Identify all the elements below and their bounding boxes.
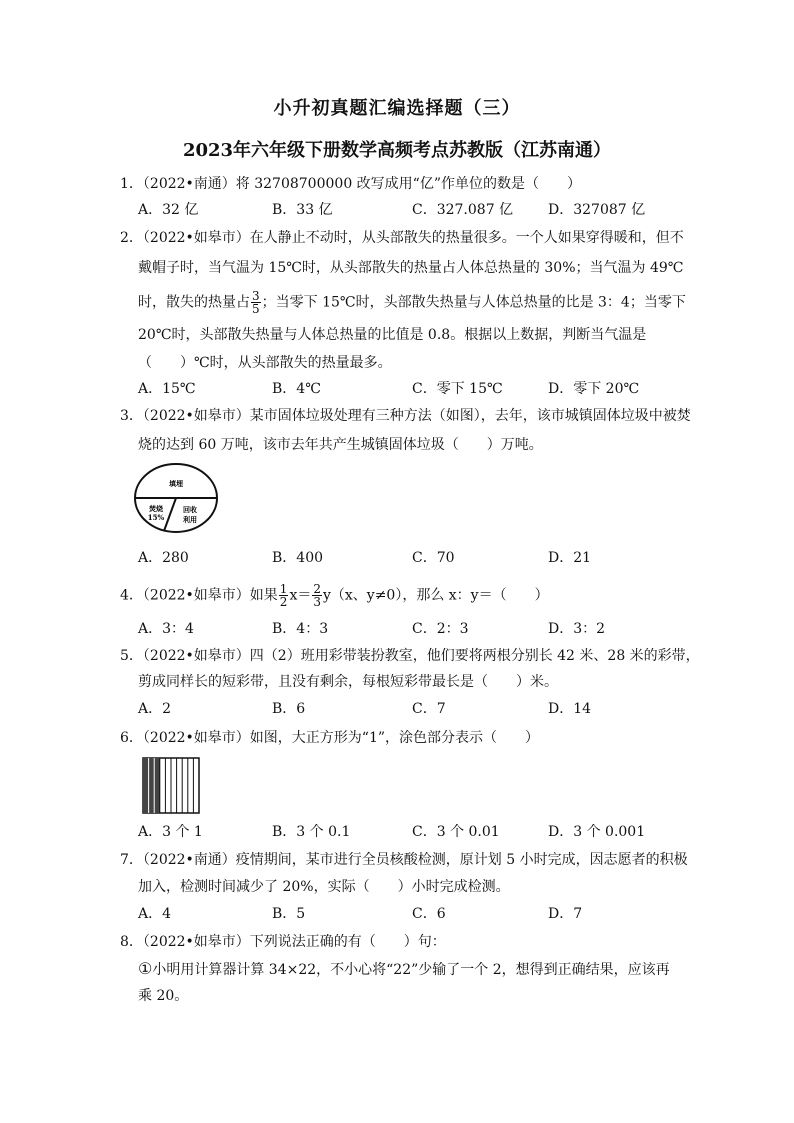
q6-option-b: B．3 个 0.1 xyxy=(272,824,351,840)
circled-number-1: ① xyxy=(138,959,153,978)
question-6: 6．（2022•如皋市）如图，大正方形为“1”，涂色部分表示（ ） xyxy=(120,730,540,746)
question-4-suffix: y（x、y≠0），那么 x：y＝（ ） xyxy=(322,587,549,604)
question-8-item-1-line-2: 乘 20。 xyxy=(138,988,189,1004)
q5-option-d: D．14 xyxy=(548,701,592,717)
q4-option-c: C．2：3 xyxy=(412,621,469,637)
question-2-line-2: 戴帽子时，当气温为 15℃时，从头部散失的热量占人体总热量的 30%；当气温为 49℃ xyxy=(138,260,684,276)
question-5-line-2: 剪成同样长的短彩带，且没有剩余，每根短彩带最长是（ ）米。 xyxy=(138,674,558,690)
question-5-line-1: 5．（2022•如皋市）四（2）班用彩带装扮教室，他们要将两根分别长 42 米、28 米的彩带， xyxy=(120,648,700,664)
q5-option-b: B．6 xyxy=(272,701,306,717)
fraction-numerator: 3 xyxy=(252,289,260,303)
question-4 xyxy=(120,583,549,608)
question-7-line-2: 加入，检测时间减少了 20%，实际（ ）小时完成检测。 xyxy=(138,879,510,895)
shaded-region xyxy=(143,758,160,813)
q7-option-b: B．5 xyxy=(272,906,306,922)
fraction-one-half xyxy=(279,583,289,608)
question-7-line-1: 7．（2022•南通）疫情期间，某市进行全员核酸检测，原计划 5 小时完成，因志愿者的积极 xyxy=(120,852,688,868)
q7-option-c: C．6 xyxy=(412,906,446,922)
q4-option-a: A．3：4 xyxy=(138,621,194,637)
question-2-line-3b: ；当零下 15℃时，头部散失热量与人体总热量的比是 3：4；当零下 xyxy=(261,294,686,311)
question-2-line-3a: 时，散失的热量占 xyxy=(138,294,250,311)
question-4-prefix: 4．（2022•如皋市）如果 xyxy=(120,587,278,604)
q3-option-d: D．21 xyxy=(548,550,592,566)
fraction-two-thirds xyxy=(312,583,322,608)
q3-option-c: C．70 xyxy=(412,550,455,566)
pie-label-incineration: 焚烧 xyxy=(149,504,163,513)
q6-option-c: C．3 个 0.01 xyxy=(412,824,500,840)
q2-option-c: C．零下 15℃ xyxy=(412,381,503,397)
fraction-numerator: 1 xyxy=(279,582,288,596)
question-2-line-4: 20℃时，头部散失热量与人体总热量的比值是 0.8。根据以上数据，判断当气温是 xyxy=(138,327,647,343)
q1-option-c: C．327.087 亿 xyxy=(412,202,514,218)
q1-option-a: A．32 亿 xyxy=(138,202,199,218)
q5-option-a: A．2 xyxy=(138,701,172,717)
q7-option-d: D．7 xyxy=(548,906,583,922)
waste-pie-chart xyxy=(134,462,220,534)
question-2-line-1: 2．（2022•如皋市）在人静止不动时，从头部散失的热量很多。一个人如果穿得暖和，但不 xyxy=(120,230,684,246)
q4-option-b: B．4：3 xyxy=(272,621,329,637)
question-8-item-1-text: 小明用计算器计算 34×22，不小心将“22”少输了一个 2，想得到正确结果，应该再 xyxy=(152,962,670,978)
q2-option-b: B．4℃ xyxy=(272,381,321,397)
question-2-line-5: （ ）℃时，从头部散失的热量最多。 xyxy=(138,355,392,371)
q3-option-a: A．280 xyxy=(138,550,189,566)
fraction-numerator: 2 xyxy=(313,582,321,596)
q2-option-d: D．零下 20℃ xyxy=(548,381,640,397)
question-3-line-2: 烧的达到 60 万吨，该市去年共产生城镇固体垃圾（ ）万吨。 xyxy=(138,437,543,453)
q3-option-b: B．400 xyxy=(272,550,324,566)
q6-option-d: D．3 个 0.001 xyxy=(548,824,646,840)
question-1: 1．（2022•南通）将 32708700000 改写成用“亿”作单位的数是（ ） xyxy=(120,176,581,192)
pie-label-recycle-1: 回收 xyxy=(183,505,197,514)
fraction-three-fifths xyxy=(251,290,261,315)
q2-option-a: A．15℃ xyxy=(138,381,196,397)
fraction-denominator: 5 xyxy=(252,302,260,316)
page-subtitle: 2023年六年级下册数学高频考点苏教版（江苏南通） xyxy=(182,140,612,161)
question-3-line-1: 3．（2022•如皋市）某市固体垃圾处理有三种方法（如图），去年，该市城镇固体垃圾中被焚 xyxy=(120,408,691,424)
page-title: 小升初真题汇编选择题（三） xyxy=(273,98,521,119)
q5-option-c: C．7 xyxy=(412,701,446,717)
q1-option-d: D．327087 亿 xyxy=(548,202,646,218)
pie-label-incineration-percent: 15% xyxy=(147,513,165,522)
q4-option-d: D．3：2 xyxy=(548,621,606,637)
question-8: 8．（2022•如皋市）下列说法正确的有（ ）句： xyxy=(120,934,446,950)
fraction-denominator: 2 xyxy=(279,595,288,609)
q1-option-b: B．33 亿 xyxy=(272,202,333,218)
question-8-item-1-line-1 xyxy=(138,960,670,979)
question-4-mid: x＝ xyxy=(289,587,312,604)
fraction-denominator: 3 xyxy=(313,595,321,609)
q7-option-a: A．4 xyxy=(138,906,172,922)
q6-option-a: A．3 个 1 xyxy=(138,824,203,840)
question-2-line-3 xyxy=(138,290,686,315)
pie-label-landfill: 填埋 xyxy=(169,479,183,488)
decimal-square-figure xyxy=(142,757,202,815)
pie-label-recycle-2: 利用 xyxy=(183,515,197,524)
